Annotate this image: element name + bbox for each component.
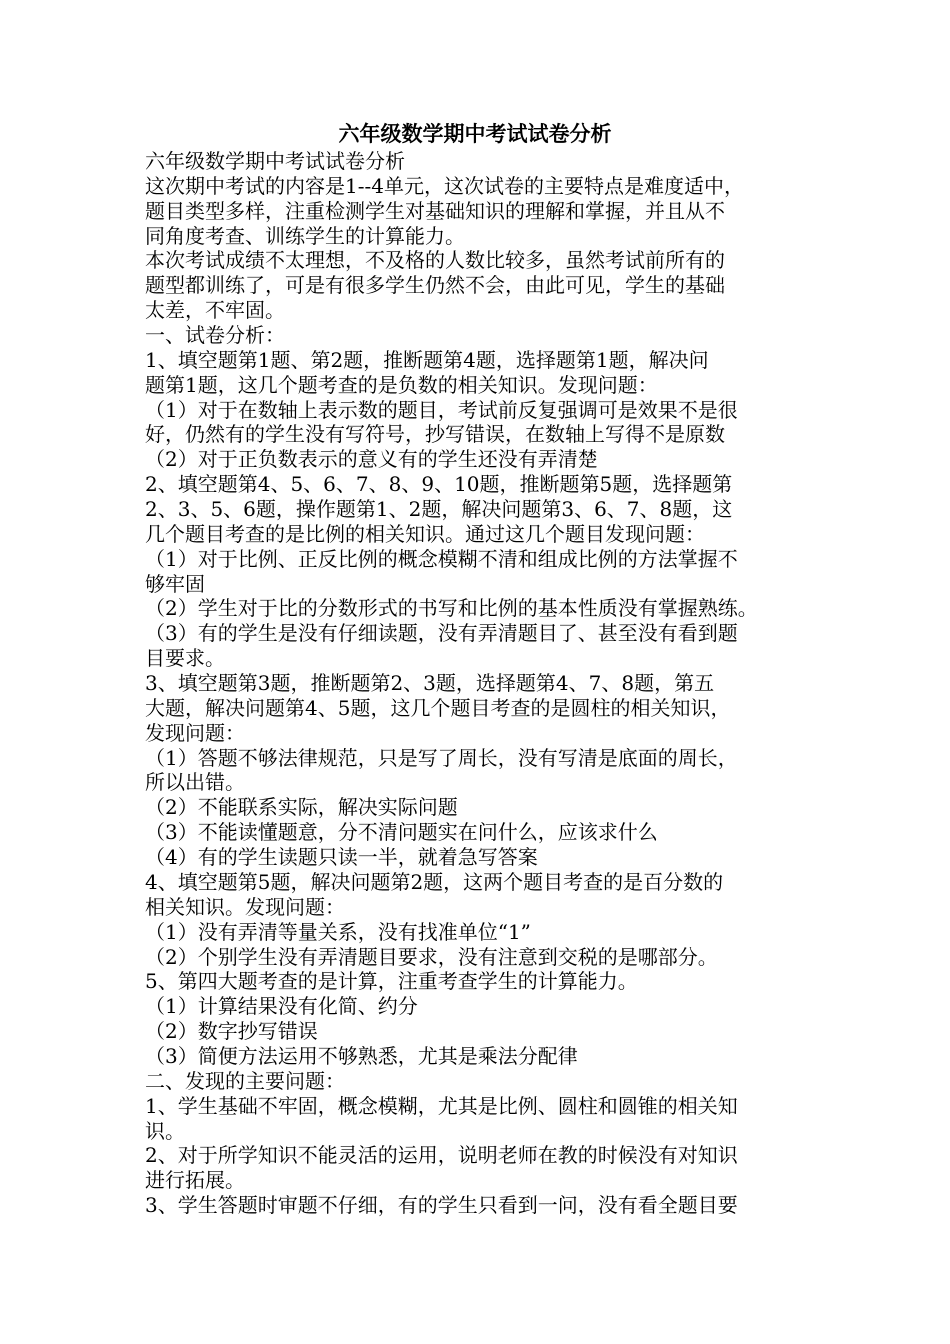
- document-title: 六年级数学期中考试试卷分析: [338, 121, 612, 146]
- text-line: （3）简便方法运用不够熟悉，尤其是乘法分配律: [145, 1043, 578, 1068]
- text-line: （1）对于比例、正反比例的概念模糊不清和组成比例的方法掌握不: [145, 546, 738, 571]
- text-line: 这次期中考试的内容是1--4单元，这次试卷的主要特点是难度适中，: [145, 173, 744, 198]
- text-line: 所以出错。: [145, 770, 245, 795]
- text-line: 好，仍然有的学生没有写符号，抄写错误，在数轴上写得不是原数: [145, 422, 725, 447]
- text-line: （2）不能联系实际，解决实际问题: [145, 795, 458, 820]
- text-line: 题型都训练了，可是有很多学生仍然不会，由此可见，学生的基础: [145, 273, 725, 298]
- text-line: 相关知识。发现问题：: [145, 894, 345, 919]
- text-line: （1）计算结果没有化简、约分: [145, 994, 418, 1019]
- text-line: （4）有的学生读题只读一半，就着急写答案: [145, 845, 538, 870]
- text-line: 六年级数学期中考试试卷分析: [145, 149, 405, 173]
- text-line: 题目类型多样，注重检测学生对基础知识的理解和掌握，并且从不: [145, 198, 725, 223]
- text-line: 太差，不牢固。: [145, 298, 285, 323]
- text-line: 进行拓展。: [145, 1168, 245, 1193]
- text-line: 题第1题，这几个题考查的是负数的相关知识。发现问题：: [145, 372, 658, 397]
- text-line: （1）对于在数轴上表示数的题目，考试前反复强调可是效果不是很: [145, 397, 738, 422]
- text-line: 本次考试成绩不太理想，不及格的人数比较多，虽然考试前所有的: [145, 248, 725, 273]
- text-line: 3、学生答题时审题不仔细，有的学生只看到一问，没有看全题目要: [145, 1193, 738, 1218]
- text-line: 同角度考查、训练学生的计算能力。: [145, 223, 465, 248]
- text-line: （2）个别学生没有弄清题目要求，没有注意到交税的是哪部分。: [145, 944, 718, 969]
- text-line: （1）没有弄清等量关系，没有找准单位“1”: [145, 919, 531, 944]
- text-line: 发现问题：: [145, 720, 245, 745]
- text-line: 1、学生基础不牢固，概念模糊，尤其是比例、圆柱和圆锥的相关知: [145, 1093, 738, 1118]
- text-line: （1）答题不够法律规范，只是写了周长，没有写清是底面的周长，: [145, 745, 738, 770]
- text-line: 二、发现的主要问题：: [145, 1068, 345, 1093]
- text-line: 4、填空题第5题，解决问题第2题，这两个题目考查的是百分数的: [145, 869, 724, 894]
- text-line: 2、3、5、6题，操作题第1、2题，解决问题第3、6、7、8题，这: [145, 497, 733, 522]
- text-line: 识。: [145, 1118, 185, 1143]
- text-line: 目要求。: [145, 646, 225, 671]
- document-body: [145, 149, 825, 1218]
- text-line: 1、填空题第1题、第2题，推断题第4题，选择题第1题，解决问: [145, 347, 709, 372]
- text-line: （3）有的学生是没有仔细读题，没有弄清题目了、甚至没有看到题: [145, 621, 738, 646]
- text-line: （2）学生对于比的分数形式的书写和比例的基本性质没有掌握熟练。: [145, 596, 758, 621]
- text-line: 5、第四大题考查的是计算，注重考查学生的计算能力。: [145, 969, 638, 994]
- text-line: （3）不能读懂题意，分不清问题实在问什么，应该求什么: [145, 820, 658, 845]
- text-line: 2、对于所学知识不能灵活的运用，说明老师在教的时候没有对知识: [145, 1143, 738, 1168]
- text-line: （2）数字抄写错误: [145, 1019, 318, 1044]
- text-line: 2、填空题第4、5、6、7、8、9、10题，推断题第5题，选择题第: [145, 472, 733, 497]
- text-line: 一、试卷分析：: [145, 323, 285, 348]
- text-line: （2）对于正负数表示的意义有的学生还没有弄清楚: [145, 447, 598, 472]
- text-line: 大题，解决问题第4、5题，这几个题目考查的是圆柱的相关知识，: [145, 695, 731, 720]
- text-line: 3、填空题第3题，推断题第2、3题，选择题第4、7、8题，第五: [145, 671, 715, 696]
- text-line: 几个题目考查的是比例的相关知识。通过这几个题目发现问题：: [145, 521, 705, 546]
- text-line: 够牢固: [145, 571, 205, 596]
